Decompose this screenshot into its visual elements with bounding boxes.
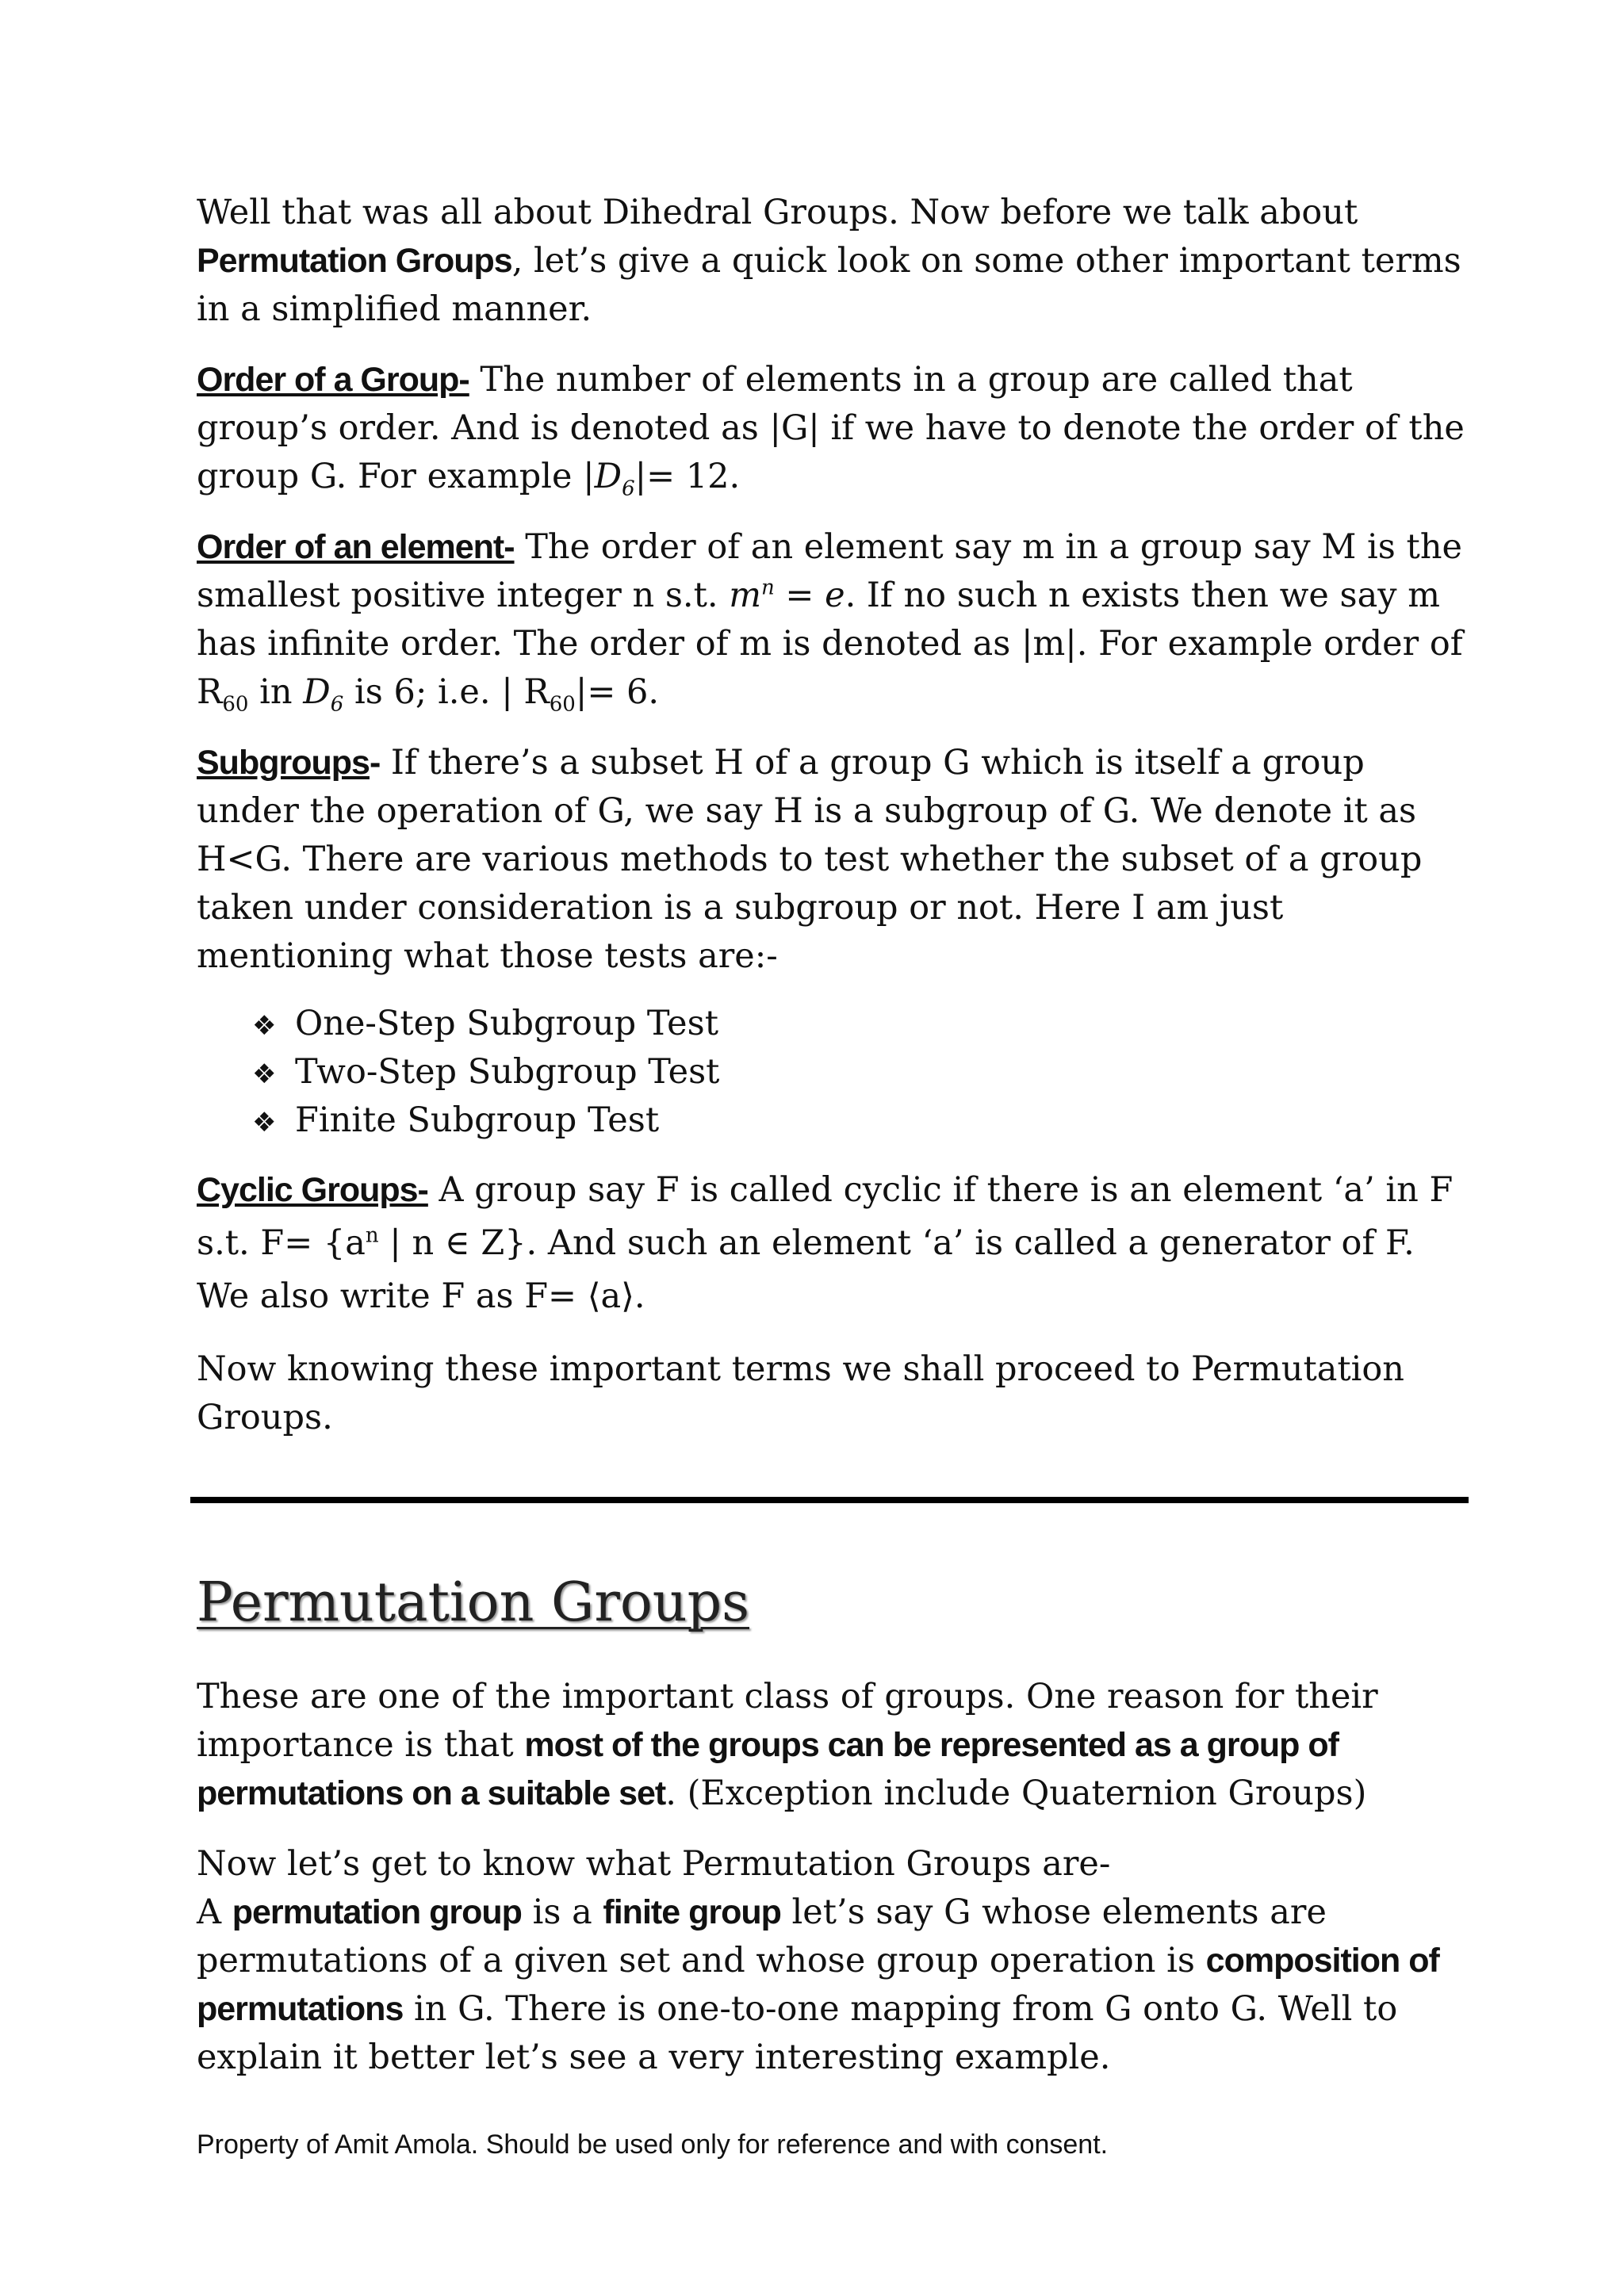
- order-of-element-paragraph: Order of an element- The order of an element say m in a group say M is the smallest positive integer n s.t. $m^n = e$. If no such n exists then we say m has infinite order. The order of m is denoted as |m|. For example order of $R_{60}$ in $D_6$ is 6; i.e. | $R_{60}|= 6$.: [197, 527, 1463, 717]
- permutation-group-emphasis: permutation group: [232, 1893, 522, 1931]
- four-diamond-bullet-icon: ❖: [252, 1058, 277, 1090]
- four-diamond-bullet-icon: ❖: [252, 1010, 277, 1042]
- subgroups-term: Subgroups: [197, 744, 370, 782]
- transition-paragraph: Now knowing these important terms we shall proceed to Permutation Groups.: [197, 1349, 1404, 1437]
- composition-emphasis: composition of permutations: [197, 1942, 1439, 2028]
- subgroups-paragraph: Subgroups- If there’s a subset H of a group G which is itself a group under the operation of G, we say H is a subgroup of G. We denote it as H<G. There are various methods to test whether the subset of a group taken under consideration is a subgroup or not. Here I am just mentioning what those tests are:-: [197, 743, 1423, 976]
- section-divider: [190, 1497, 1469, 1503]
- permutation-intro-paragraph: These are one of the important class of groups. One reason for their importance is that most of the groups can be represented as a group of permutations on a suitable set. (Exception include Quaternion Groups): [197, 1677, 1378, 1813]
- cyclic-groups-paragraph: Cyclic Groups- A group say F is called cyclic if there is an element ‘a’ in F s.t. $F= \{a^n$ | n ∈ Z}. And such an element ‘a’ is called a generator of F. We also write F as F= ⟨a⟩.: [197, 1170, 1454, 1316]
- permutation-groups-emphasis: Permutation Groups: [197, 242, 512, 280]
- list-item: ❖ Two-Step Subgroup Test: [252, 1048, 1465, 1096]
- order-of-group-paragraph: Order of a Group- The number of elements in a group are called that group’s order. And is denoted as |G| if we have to denote the order of the group G. For example $|D_6|= 12$.: [197, 360, 1465, 501]
- list-item: ❖ One-Step Subgroup Test: [252, 1000, 1465, 1048]
- order-of-element-term: Order of an element-: [197, 528, 515, 566]
- page-footer: Property of Amit Amola. Should be used only for reference and with consent.: [197, 2130, 1109, 2160]
- representation-emphasis: most of the groups can be represented as a group of permutations on a suitable set: [197, 1726, 1339, 1812]
- permutation-definition-paragraph: Now let’s get to know what Permutation Groups are- A permutation group is a finite group let’s say G whose elements are permutations of a given set and whose group operation is composition of permutations in G. There is one-to-one mapping from G onto G. Well to explain it better let’s see a very interesting example.: [197, 1844, 1439, 2077]
- four-diamond-bullet-icon: ❖: [252, 1107, 277, 1138]
- permutation-section: [197, 1673, 1465, 2104]
- finite-group-emphasis: finite group: [603, 1893, 781, 1931]
- cyclic-groups-term: Cyclic Groups-: [197, 1171, 428, 1209]
- order-of-group-term: Order of a Group-: [197, 361, 469, 399]
- section-title: Permutation Groups: [197, 1571, 749, 1634]
- intro-paragraph: Well that was all about Dihedral Groups. Now before we talk about Permutation Groups, let’s give a quick look on some other important terms in a simplified manner.: [197, 193, 1461, 329]
- definitions-section: [197, 189, 1465, 1464]
- subgroup-tests-list: [197, 1000, 1465, 1145]
- list-item: ❖ Finite Subgroup Test: [252, 1096, 1465, 1145]
